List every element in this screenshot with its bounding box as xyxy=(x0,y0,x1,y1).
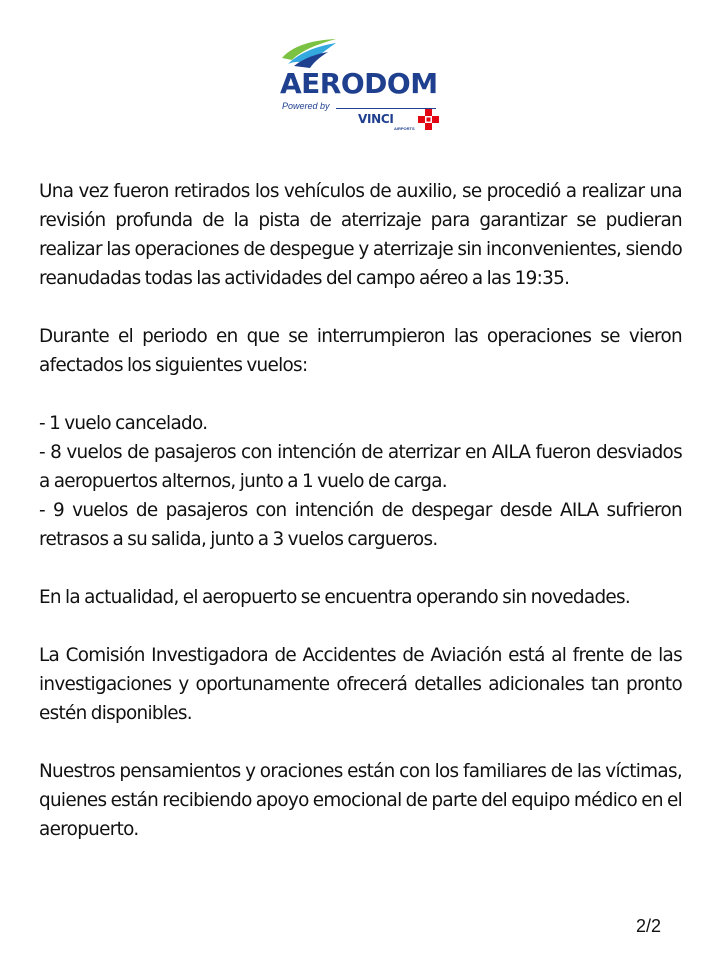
logo-partner: VINCI xyxy=(358,112,394,126)
affected-flights-list xyxy=(39,409,682,554)
aerodom-swoosh-icon xyxy=(278,36,338,70)
paragraph-affected-flights-intro: Durante el periodo en que se interrumpieron las operaciones se vieron afectados los siguientes vuelos: xyxy=(39,326,682,376)
logo-partner-sub: AIRPORTS xyxy=(394,126,415,131)
paragraph-current-status: En la actualidad, el aeropuerto se encuentra operando sin novedades. xyxy=(39,587,631,608)
list-item: - 9 vuelos de pasajeros con intención de despegar desde AILA sufrieron retrasos a su salida, junto a 3 vuelos cargueros. xyxy=(39,500,682,550)
logo-tagline: Powered by xyxy=(282,101,330,111)
paragraph-condolences: Nuestros pensamientos y oraciones están con los familiares de las víctimas, quienes están recibiendo apoyo emocional de parte del equipo médico en el aeropuerto. xyxy=(39,761,682,840)
list-item: - 8 vuelos de pasajeros con intención de aterrizar en AILA fueron desviados a aeropuertos alternos, junto a 1 vuelo de carga. xyxy=(39,442,682,492)
vinci-cross-icon xyxy=(418,109,439,130)
logo-wordmark: AERODOM xyxy=(280,67,438,100)
aerodom-logo xyxy=(278,36,443,136)
list-item: - 1 vuelo cancelado. xyxy=(39,413,208,434)
paragraph-investigation: La Comisión Investigadora de Accidentes de Aviación está al frente de las investigaciones y oportunamente ofrecerá detalles adicionales tan pronto estén disponibles. xyxy=(39,645,682,724)
page-number: 2/2 xyxy=(636,916,662,936)
press-release-body xyxy=(39,177,682,873)
paragraph-runway-inspection: Una vez fueron retirados los vehículos de auxilio, se procedió a realizar una revisión profunda de la pista de aterrizaje para garantizar se pudieran realizar las operaciones de despegue y aterrizaje sin inconvenientes, siendo reanudadas todas las actividades del campo aéreo a las 19:35. xyxy=(39,181,682,289)
